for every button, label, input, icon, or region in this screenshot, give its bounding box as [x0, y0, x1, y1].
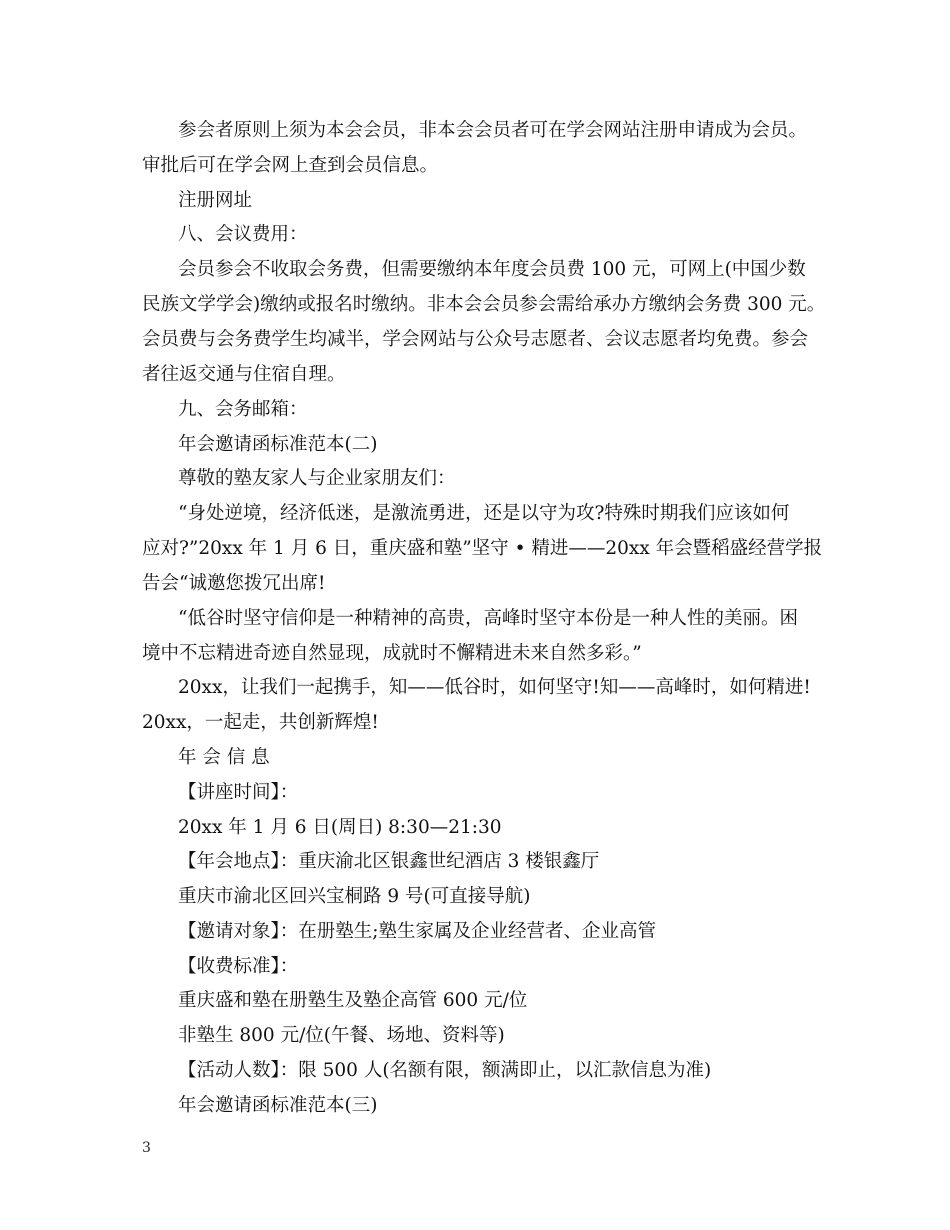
- paragraph-line: “身处逆境，经济低迷，是激流勇进，还是以守为攻?特殊时期我们应该如何: [178, 503, 790, 524]
- info-label: 【邀请对象】：在册塾生;塾生家属及企业经营者、企业高管: [178, 921, 656, 942]
- section-heading: 九、会务邮箱：: [178, 399, 308, 420]
- paragraph-line: 会员费与会务费学生均减半，学会网站与公众号志愿者、会议志愿者均免费。参会: [142, 329, 809, 350]
- paragraph-line: 民族文学学会)缴纳或报名时缴纳。非本会会员参会需给承办方缴纳会务费 300 元。: [142, 294, 826, 315]
- section-title: 年会邀请函标准范本(三): [178, 1095, 378, 1116]
- paragraph-line: 会员参会不收取会务费，但需要缴纳本年度会员费 100 元，可网上(中国少数: [178, 259, 806, 280]
- section-heading: 八、会议费用：: [178, 224, 308, 245]
- paragraph-line: 20xx，一起走，共创新辉煌!: [142, 712, 379, 733]
- paragraph-line: 20xx，让我们一起携手，知——低谷时，如何坚守!知——高峰时，如何精进!: [178, 677, 811, 698]
- info-value: 非塾生 800 元/位(午餐、场地、资料等): [178, 1025, 505, 1046]
- paragraph-line: 告会“诚邀您拨冗出席!: [142, 573, 326, 594]
- info-label: 【活动人数】：限 500 人(名额有限，额满即止，以汇款信息为准): [178, 1060, 712, 1081]
- info-label: 【年会地点】：重庆渝北区银鑫世纪酒店 3 楼银鑫厅: [178, 851, 600, 872]
- info-label: 【讲座时间】：: [178, 782, 299, 803]
- paragraph-line: 应对?”20xx 年 1 月 6 日，重庆盛和塾”坚守 • 精进——20xx 年会暨稻盛经营学报: [142, 538, 823, 559]
- paragraph-line: 审批后可在学会网上查到会员信息。: [142, 155, 439, 176]
- page-number: 3: [142, 1140, 151, 1156]
- paragraph-line: 注册网址: [178, 190, 253, 211]
- paragraph-line: 境中不忘精进奇迹自然显现，成就时不懈精进未来自然多彩。”: [142, 643, 642, 664]
- salutation: 尊敬的塾友家人与企业家朋友们：: [178, 468, 456, 489]
- info-value: 重庆市渝北区回兴宝桐路 9 号(可直接导航): [178, 886, 531, 907]
- info-value: 重庆盛和塾在册塾生及塾企高管 600 元/位: [178, 990, 528, 1011]
- info-value: 20xx 年 1 月 6 日(周日) 8:30—21:30: [178, 817, 502, 838]
- paragraph-line: 参会者原则上须为本会会员，非本会会员者可在学会网站注册申请成为会员。: [178, 120, 808, 141]
- section-title: 年会邀请函标准范本(二): [178, 434, 378, 455]
- paragraph-line: “低谷时坚守信仰是一种精神的高贵，高峰时坚守本份是一种人性的美丽。困: [178, 608, 798, 629]
- info-label: 【收费标准】：: [178, 956, 299, 977]
- paragraph-line: 者往返交通与住宿自理。: [142, 364, 346, 385]
- section-heading: 年 会 信 息: [178, 747, 270, 768]
